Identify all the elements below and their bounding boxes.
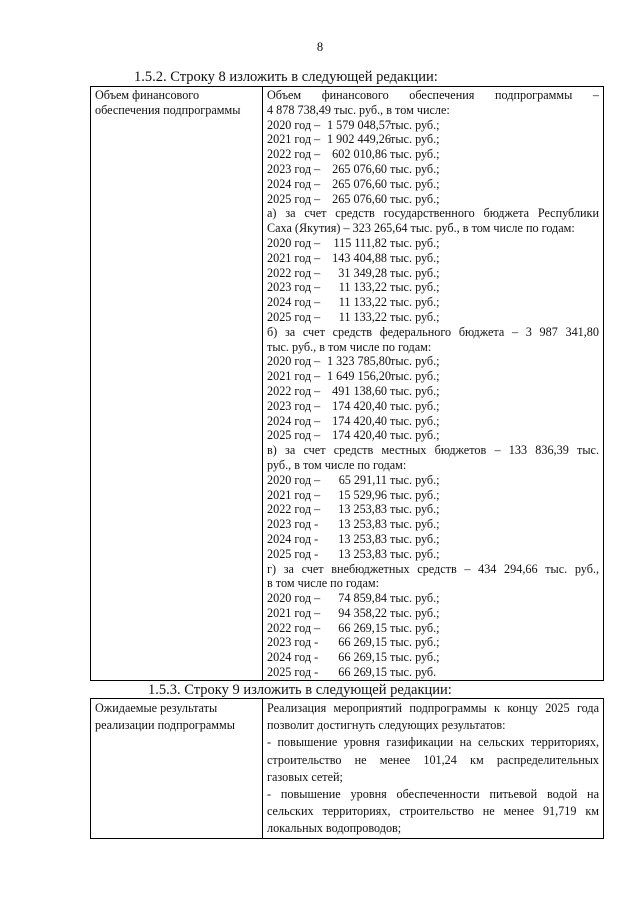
year-label: 2020 год – [267,117,324,132]
label-line: Ожидаемые результаты [95,701,218,715]
year-label: 2025 год – [267,191,321,206]
funding-year-line [267,251,599,266]
year-label: 2022 год – [267,147,321,162]
amount-value: 66 269,15 [338,650,387,665]
year-label: 2021 год – [267,487,321,502]
amount-value: 265 076,60 [332,176,387,191]
funding-year-line [267,547,599,562]
funding-year-line [267,517,599,532]
year-label: 2023 год - [267,635,319,650]
amount-value: 13 253,83 [338,502,387,517]
amount-unit: тыс. руб.; [387,161,440,176]
amount-unit: тыс. руб.; [387,295,440,310]
year-label: 2024 год – [267,176,321,191]
amount-value: 94 358,22 [338,605,387,620]
text-line: локальных водопроводов; [267,821,402,836]
amount-value: 174 420,40 [332,398,387,413]
amount-unit: тыс. руб.; [387,428,440,443]
amount-value: 602 010,86 [332,147,387,162]
funding-year-line [267,118,599,133]
amount-value: 31 349,28 [338,265,387,280]
amount-unit: тыс. руб.; [387,472,440,487]
amount-value: 174 420,40 [332,428,387,443]
amount-unit: тыс. руб.; [387,620,440,635]
text-line: - повышение уровня обеспеченности питьевой водой на [267,787,599,802]
amount-value: 1 649 156,20 [327,369,391,384]
amount-value: 11 133,22 [338,295,387,310]
amount-unit: тыс. руб.; [387,354,440,369]
text-line: позволит достигнуть следующих результатов: [267,718,506,733]
amount-value: 15 529,96 [338,487,387,502]
year-label: 2025 год - [267,665,319,680]
funding-year-line [267,132,599,147]
amount-value: 66 269,15 [338,635,387,650]
funding-year-line [267,665,599,680]
financing-label-cell [91,87,263,681]
year-label: 2021 год – [267,132,324,147]
funding-year-line [267,266,599,281]
amount-unit: тыс. руб.; [387,132,440,147]
funding-year-line [267,399,599,414]
funding-year-line [267,502,599,517]
funding-year-line [267,488,599,503]
amount-value: 1 579 048,57 [327,117,391,132]
text-line: г) за счет внебюджетных средств – 434 294,66 тыс. руб., [267,561,599,576]
amount-value: 66 269,15 [338,620,387,635]
amount-value: 265 076,60 [332,161,387,176]
financing-table [90,86,604,681]
amount-unit: тыс. руб.; [387,369,440,384]
funding-year-line [267,473,599,488]
year-label: 2022 год – [267,383,321,398]
year-label: 2022 год – [267,502,321,517]
label-line: реализации подпрограммы [95,718,235,733]
year-label: 2023 год – [267,398,321,413]
year-label: 2023 год – [267,280,321,295]
amount-unit: тыс. руб.; [387,413,440,428]
amount-unit: тыс. руб.; [387,147,440,162]
funding-year-line [267,414,599,429]
amount-value: 115 111,82 [333,235,387,250]
text-line: строительство не менее 101,24 км распределительных [267,752,599,767]
year-label: 2020 год – [267,472,321,487]
funding-year-line [267,354,599,369]
year-label: 2021 год – [267,369,324,384]
amount-unit: тыс. руб. [387,665,437,680]
funding-year-line [267,162,599,177]
amount-unit: тыс. руб.; [387,605,440,620]
year-label: 2025 год – [267,428,321,443]
year-label: 2024 год – [267,295,321,310]
year-label: 2022 год – [267,265,321,280]
amount-value: 11 133,22 [338,280,387,295]
funding-year-line [267,428,599,443]
amount-value: 13 253,83 [338,531,387,546]
year-label: 2023 год – [267,161,321,176]
amount-value: 66 269,15 [338,665,387,680]
text-line: сельских территориях, строительство не менее 91,719 км [267,804,599,819]
text-line: в) за счет средств местных бюджетов – 133 836,39 тыс. [267,443,599,458]
year-label: 2025 год – [267,309,321,324]
year-label: 2024 год - [267,650,319,665]
amount-unit: тыс. руб.; [387,250,440,265]
funding-year-line [267,621,599,636]
funding-year-line [267,532,599,547]
amount-unit: тыс. руб.; [387,280,440,295]
text-line: б) за счет средств федерального бюджета – 3 987 341,80 [267,324,599,339]
amount-unit: тыс. руб.; [387,176,440,191]
amount-unit: тыс. руб.; [387,398,440,413]
funding-year-line [267,280,599,295]
amount-unit: тыс. руб.; [387,235,440,250]
amount-unit: тыс. руб.; [387,487,440,502]
label-line: Объем финансового [95,88,200,102]
year-label: 2024 год – [267,413,321,428]
amount-unit: тыс. руб.; [387,383,440,398]
amount-value: 1 902 449,26 [327,132,391,147]
text-line: 4 878 738,49 тыс. руб., в том числе: [267,102,450,117]
amount-unit: тыс. руб.; [387,531,440,546]
amount-value: 174 420,40 [332,413,387,428]
amount-unit: тыс. руб.; [387,117,440,132]
text-line: в том числе по годам: [267,576,379,591]
year-label: 2025 год - [267,546,319,561]
amount-unit: тыс. руб.; [387,502,440,517]
funding-year-line [267,606,599,621]
year-label: 2020 год – [267,235,321,250]
amount-value: 11 133,22 [338,309,387,324]
financing-content-cell [263,87,604,681]
year-label: 2020 год – [267,354,324,369]
year-label: 2024 год - [267,531,319,546]
amount-value: 143 404,88 [332,250,387,265]
results-label-cell [91,699,263,839]
text-line: Реализация мероприятий подпрограммы к концу 2025 года [267,701,599,715]
amount-value: 74 859,84 [338,591,387,606]
funding-year-line [267,384,599,399]
text-line: а) за счет средств государственного бюджета Республики [267,206,599,221]
funding-year-line [267,147,599,162]
amount-value: 13 253,83 [338,546,387,561]
section-heading-row-8: 1.5.2. Строку 8 изложить в следующей редакции: [134,69,438,85]
page-number: 8 [316,40,324,54]
amount-unit: тыс. руб.; [387,265,440,280]
results-content-cell [263,699,604,839]
funding-year-line [267,236,599,251]
results-table [90,698,604,839]
funding-year-line [267,192,599,207]
text-line: руб., в том числе по годам: [267,457,407,472]
amount-unit: тыс. руб.; [387,309,440,324]
year-label: 2022 год – [267,620,321,635]
amount-unit: тыс. руб.; [387,635,440,650]
funding-year-line [267,295,599,310]
amount-unit: тыс. руб.; [387,546,440,561]
year-label: 2020 год – [267,591,321,606]
amount-unit: тыс. руб.; [387,191,440,206]
year-label: 2023 год - [267,517,319,532]
funding-year-line [267,177,599,192]
year-label: 2021 год – [267,605,321,620]
amount-value: 491 138,60 [332,383,387,398]
amount-value: 13 253,83 [338,517,387,532]
label-line: обеспечения подпрограммы [95,102,241,117]
year-label: 2021 год – [267,250,321,265]
amount-unit: тыс. руб.; [387,517,440,532]
funding-year-line [267,591,599,606]
text-line: Объем финансового обеспечения подпрограммы – [267,88,599,102]
amount-unit: тыс. руб.; [387,650,440,665]
text-line: - повышение уровня газификации на сельских территориях, [267,735,599,750]
amount-value: 265 076,60 [332,191,387,206]
text-line: Саха (Якутия) – 323 265,64 тыс. руб., в том числе по годам: [267,221,575,236]
text-line: газовых сетей; [267,769,343,784]
funding-year-line [267,310,599,325]
amount-unit: тыс. руб.; [387,591,440,606]
amount-value: 65 291,11 [338,472,387,487]
text-line: тыс. руб., в том числе по годам: [267,339,432,354]
amount-value: 1 323 785,80 [327,354,391,369]
funding-year-line [267,635,599,650]
funding-year-line [267,369,599,384]
section-heading-row-9: 1.5.3. Строку 9 изложить в следующей редакции: [148,682,452,698]
funding-year-line [267,650,599,665]
